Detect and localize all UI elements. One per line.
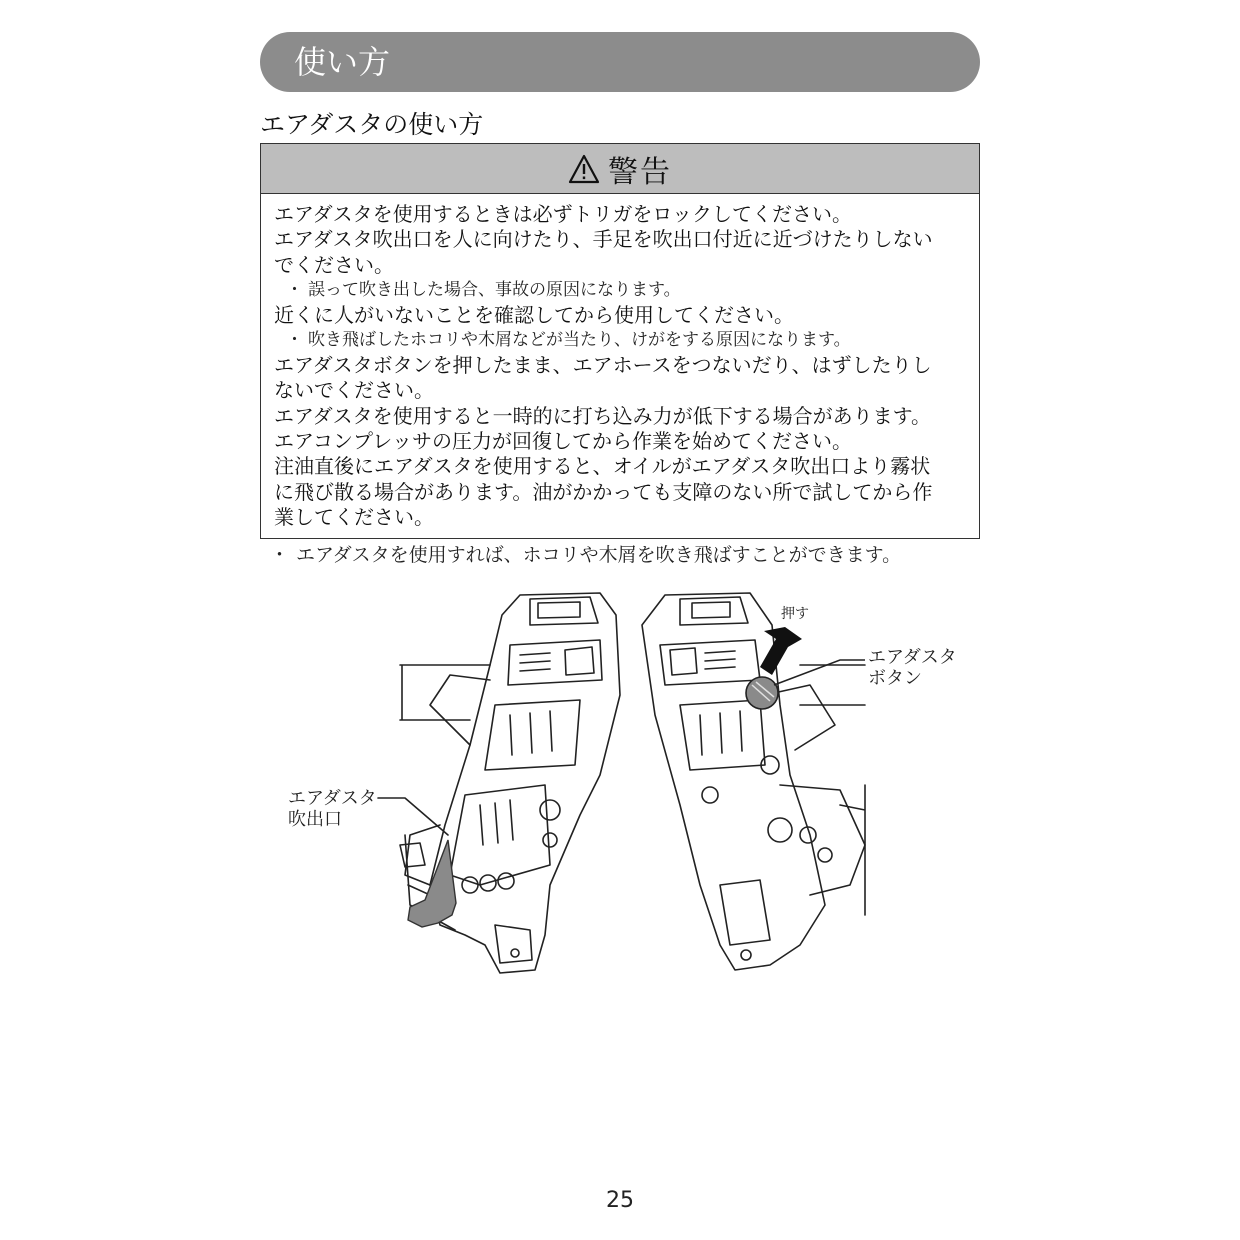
warning-line: エアコンプレッサの圧力が回復してから作業を始めてください。	[274, 429, 852, 454]
warning-line: 注油直後にエアダスタを使用すると、オイルがエアダスタ吹出口より霧状	[274, 454, 931, 479]
subheading: エアダスタの使い方	[260, 110, 484, 139]
warning-line: 業してください。	[274, 504, 434, 529]
outlet-label	[288, 788, 377, 830]
bullet: ・	[270, 544, 290, 566]
warning-line: ないでください。	[274, 378, 434, 403]
button-label-line1: エアダスタ	[868, 647, 957, 668]
warning-subnote	[274, 328, 969, 353]
warning-triangle-icon	[568, 154, 600, 184]
bullet: ・	[286, 330, 303, 351]
button-label	[868, 647, 957, 689]
warning-line: エアダスタを使用すると一時的に打ち込み力が低下する場合があります。	[274, 403, 931, 428]
warning-line: エアダスタボタンを押したまま、エアホースをつないだり、はずしたりし	[274, 353, 932, 378]
warning-box	[260, 143, 980, 539]
page-number: 25	[606, 1188, 634, 1213]
bullet: ・	[286, 279, 303, 300]
warning-line: エアダスタ吹出口を人に向けたり、手足を吹出口付近に近づけたりしない	[274, 227, 933, 252]
warning-subnote	[274, 278, 969, 303]
warning-line: でください。	[274, 252, 394, 277]
push-label: 押す	[781, 606, 809, 622]
warning-subnote-text: 吹き飛ばしたホコリや木屑などが当たり、けがをする原因になります。	[308, 330, 851, 351]
warning-body	[261, 194, 979, 530]
air-duster-illustration	[280, 585, 900, 985]
section-header	[260, 32, 980, 92]
outlet-label-line2: 吹出口	[288, 809, 342, 830]
warning-line: 近くに人がいないことを確認してから使用してください。	[274, 302, 794, 327]
warning-line: エアダスタを使用するときは必ずトリガをロックしてください。	[274, 202, 852, 226]
warning-header	[261, 144, 979, 194]
section-title: 使い方	[294, 43, 391, 81]
warning-line: に飛び散る場合があります。油がかかっても支障のない所で試してから作	[274, 479, 933, 504]
outlet-label-line1: エアダスタ	[288, 788, 377, 809]
warning-subnote-text: 誤って吹き出した場合、事故の原因になります。	[308, 279, 681, 300]
warning-title: 警告	[608, 154, 672, 190]
usage-note	[270, 542, 901, 568]
button-label-line2: ボタン	[868, 668, 922, 689]
usage-note-text: エアダスタを使用すれば、ホコリや木屑を吹き飛ばすことができます。	[296, 544, 902, 566]
